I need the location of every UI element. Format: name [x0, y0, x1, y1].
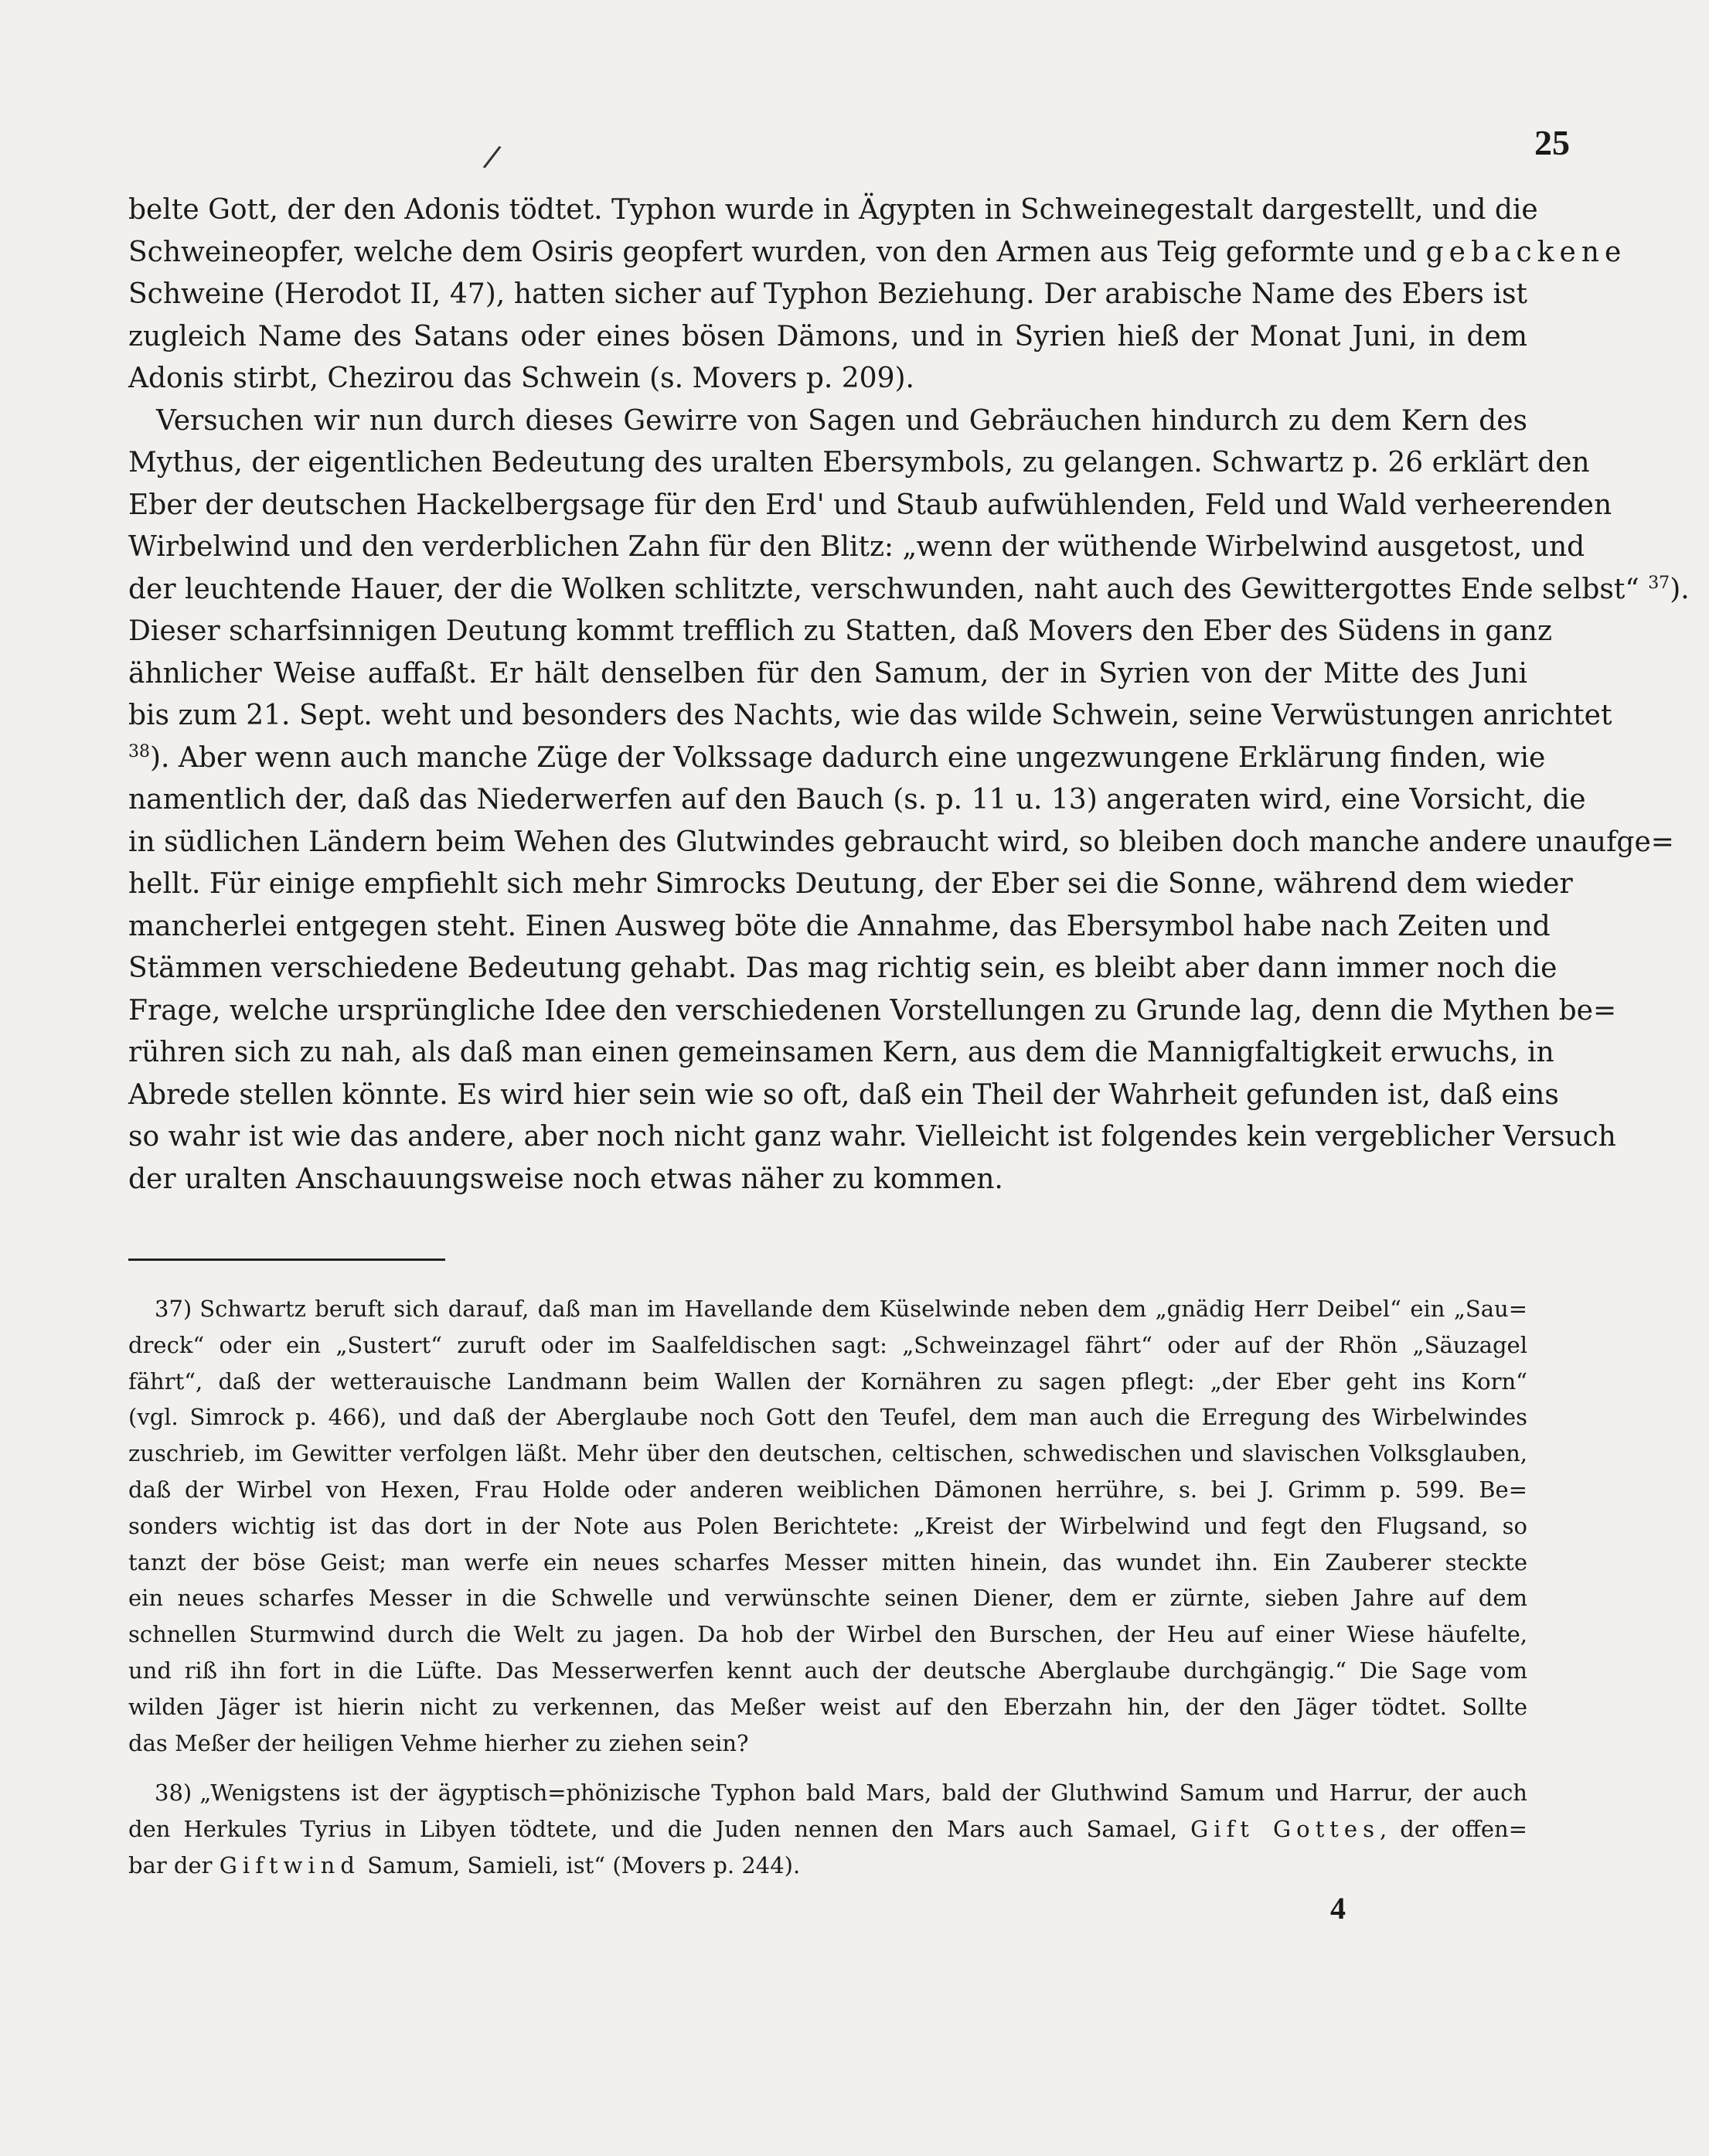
- footnote-line: 38) „Wenigstens ist der ägyptisch=phönizische Typhon bald Mars, bald der Gluthwind Samum und Harrur, der auch: [155, 1780, 1527, 1807]
- footnote-line: bar der Giftwind Samum, Samieli, ist“ (Movers p. 244).: [128, 1851, 801, 1878]
- footnote-line: fährt“, daß der wetterauische Landmann beim Wallen der Kornähren zu sagen pflegt: „der Eber geht ins Korn“: [128, 1368, 1527, 1395]
- footnote-line: wilden Jäger ist hierin nicht zu verkennen, das Meßer weist auf den Eberzahn hin, der den Jäger tödtet. Sollte: [128, 1693, 1527, 1720]
- footnote-line: den Herkules Tyrius in Libyen tödtete, und die Juden nennen den Mars auch Samael, Gift Gottes, der offen=: [128, 1816, 1528, 1843]
- text-line: Adonis stirbt, Chezirou das Schwein (s. Movers p. 209).: [128, 363, 914, 394]
- footnote-ref[interactable]: 38: [128, 741, 150, 761]
- footnote-37: [128, 1291, 1527, 1761]
- text-line: mancherlei entgegen steht. Einen Ausweg böte die Annahme, das Ebersymbol habe nach Zeiten und: [128, 910, 1551, 942]
- text-line: $^{38}$). Aber wenn auch manche Züge der Volkssage dadurch eine ungezwungene Erklärung finden, wie: [128, 741, 1546, 774]
- footnotes: [128, 1291, 1527, 1898]
- footnote-line: 37) Schwartz beruft sich darauf, daß man im Havellande dem Küselwinde neben dem „gnädig Herr Deibel“ ein „Sau=: [155, 1296, 1527, 1322]
- main-text: [128, 189, 1690, 1201]
- footnote-line: (vgl. Simrock p. 466), und daß der Aberglaube noch Gott den Teufel, dem man auch die Erregung des Wirbelwindes: [128, 1404, 1527, 1431]
- footnote-number: 38): [155, 1780, 192, 1807]
- text-line: Eber der deutschen Hackelbergsage für den Erd' und Staub aufwühlenden, Feld und Wald verheerenden: [128, 489, 1612, 521]
- text-line: Wirbelwind und den verderblichen Zahn für den Blitz: „wenn der wüthende Wirbelwind ausgetost, und: [128, 531, 1585, 563]
- footnote-line: und riß ihn fort in die Lüfte. Das Messerwerfen kennt auch der deutsche Aberglaube durchgängig.“ Die Sage vom: [128, 1657, 1527, 1684]
- text-line: der leuchtende Hauer, der die Wolken schlitzte, verschwunden, naht auch des Gewittergottes Ende selbst“ $^{37}$).: [128, 573, 1690, 605]
- text-line: Dieser scharfsinnigen Deutung kommt trefflich zu Statten, daß Movers den Eber des Südens in ganz: [128, 615, 1552, 647]
- text-line: Abrede stellen könnte. Es wird hier sein wie so oft, daß ein Theil der Wahrheit gefunden ist, daß eins: [128, 1078, 1559, 1111]
- text-line: Frage, welche ursprüngliche Idee den verschiedenen Vorstellungen zu Grunde lag, denn die Mythen be=: [128, 994, 1617, 1027]
- pencil-mark: /: [481, 138, 503, 175]
- footnote-divider: [128, 1259, 445, 1261]
- text-line: ähnlicher Weise auffaßt. Er hält denselben für den Samum, der in Syrien von der Mitte des Juni: [128, 657, 1527, 690]
- footnote-line: ein neues scharfes Messer in die Schwelle und verwünschte seinen Diener, dem er zürnte, sieben Jahre auf dem: [128, 1585, 1527, 1612]
- text-line: in südlichen Ländern beim Wehen des Glutwindes gebraucht wird, so bleiben doch manche andere unaufge=: [128, 826, 1674, 858]
- footnote-line: zuschrieb, im Gewitter verfolgen läßt. Mehr über den deutschen, celtischen, schwedischen und slavischen Volksglauben,: [128, 1440, 1527, 1467]
- footnote-line: daß der Wirbel von Hexen, Frau Holde oder anderen weiblichen Dämonen herrühre, s. bei J. Grimm p. 599. Be=: [128, 1476, 1527, 1503]
- text-line: Versuchen wir nun durch dieses Gewirre von Sagen und Gebräuchen hindurch zu dem Kern des: [156, 404, 1527, 437]
- footnote-line: das Meßer der heiligen Vehme hierher zu ziehen sein?: [128, 1729, 749, 1756]
- text-line: belte Gott, der den Adonis tödtet. Typhon wurde in Ägypten in Schweinegestalt dargestellt, und die: [128, 194, 1538, 226]
- text-line: hellt. Für einige empfiehlt sich mehr Simrocks Deutung, der Eber sei die Sonne, während dem wieder: [128, 868, 1573, 900]
- spaced-emphasis: gebackene: [1425, 236, 1627, 268]
- text-line: zugleich Name des Satans oder eines bösen Dämons, und in Syrien hieß der Monat Juni, in dem: [128, 320, 1527, 353]
- footnote-number: 37): [155, 1296, 192, 1322]
- footnote-line: sonders wichtig ist das dort in der Note aus Polen Berichtete: „Kreist der Wirbelwind und fegt den Flugsand, so: [128, 1512, 1527, 1539]
- text-line: Stämmen verschiedene Bedeutung gehabt. Das mag richtig sein, es bleibt aber dann immer noch die: [128, 952, 1558, 984]
- text-line: Schweine (Herodot II, 47), hatten sicher auf Typhon Beziehung. Der arabische Name des Ebers ist: [128, 278, 1527, 310]
- text-line: Schweineopfer, welche dem Osiris geopfert wurden, von den Armen aus Teig geformte und gebackene: [128, 236, 1627, 268]
- spaced-emphasis: Giftwind: [219, 1851, 360, 1878]
- page-number: 25: [1534, 123, 1570, 162]
- text-line: bis zum 21. Sept. weht und besonders des Nachts, wie das wilde Schwein, seine Verwüstungen anrichtet: [128, 700, 1612, 731]
- text-line: der uralten Anschauungsweise noch etwas näher zu kommen.: [128, 1163, 1003, 1195]
- text-line: namentlich der, daß das Niederwerfen auf den Bauch (s. p. 11 u. 13) angeraten wird, eine Vorsicht, die: [128, 784, 1586, 816]
- footnote-ref[interactable]: 37: [1648, 573, 1670, 593]
- text-line: Mythus, der eigentlichen Bedeutung des uralten Ebersymbols, zu gelangen. Schwartz p. 26 erklärt den: [128, 447, 1590, 479]
- footnote-38: [128, 1775, 1527, 1883]
- footnote-line: schnellen Sturmwind durch die Welt zu jagen. Da hob der Wirbel den Burschen, der Heu auf einer Wiese häufelte,: [128, 1621, 1527, 1648]
- signature-mark: 4: [1330, 1891, 1346, 1926]
- text-line: so wahr ist wie das andere, aber noch nicht ganz wahr. Vielleicht ist folgendes kein vergeblicher Versuch: [128, 1121, 1616, 1153]
- text-line: rühren sich zu nah, als daß man einen gemeinsamen Kern, aus dem die Mannigfaltigkeit erwuchs, in: [128, 1037, 1554, 1068]
- footnote-line: tanzt der böse Geist; man werfe ein neues scharfes Messer mitten hinein, das wundet ihn. Ein Zauberer steckte: [128, 1548, 1527, 1575]
- spaced-emphasis: Gift Gottes: [1190, 1816, 1380, 1843]
- footnote-line: dreck“ oder ein „Sustert“ zuruft oder im Saalfeldischen sagt: „Schweinzagel fährt“ oder auf der Rhön „Säuzagel: [128, 1331, 1527, 1358]
